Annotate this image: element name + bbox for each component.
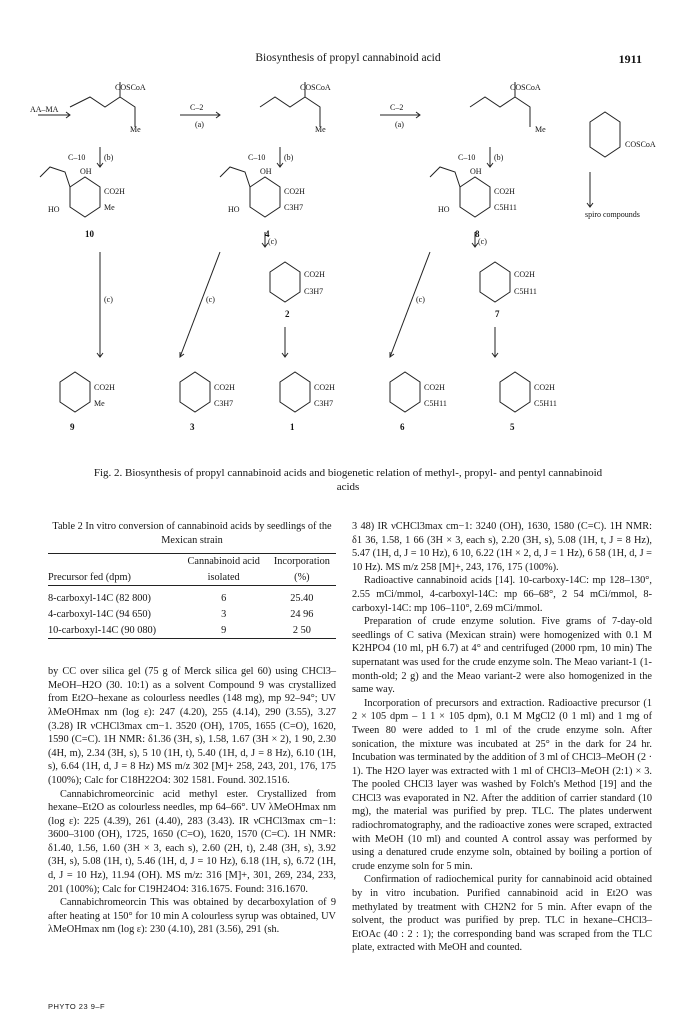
label-c-3: (c) — [478, 237, 487, 246]
label-c-4: (c) — [206, 295, 215, 304]
ring-7 — [480, 262, 510, 302]
ring-6 — [390, 372, 420, 412]
ring-8 — [460, 177, 490, 217]
label-me-3: Me — [535, 125, 546, 134]
right-paragraph: Radioactive cannabinoid acids [14]. 10-carboxy-14C: mp 128–130°, 2.55 mCi/mmol, 4-carboxyl-14C: mp 66–68°, 2 54 mCi/mmol, 8-carboxyl-14C: mp 106–110°, 2.69 mCi/mmol. — [352, 575, 652, 614]
label-ho-10: HO — [48, 205, 60, 214]
row-acid: 6 — [221, 593, 227, 605]
ring-2 — [270, 262, 300, 302]
start-label: AA–MA — [30, 105, 59, 114]
label-c3h7-3: C3H7 — [214, 399, 234, 408]
label-ho-8: HO — [438, 205, 450, 214]
col-header-percent: (%) — [294, 571, 310, 583]
row-acid: 9 — [221, 624, 227, 636]
table-row — [48, 607, 336, 623]
ring-4 — [250, 177, 280, 217]
compound-8-label: 8 — [475, 229, 480, 239]
right-paragraph: Incorporation of precursors and extraction. Radioactive precursor (1 2 × 105 dpm – 1 1 × 105 dpm), 0.1 M MgCl2 (0 1 ml) and 1 mg of Tween 80 were added to 1 ml of the crude enzyme soln. After sonication, the mixture was incubated at 25° in the dark for 24 hr. Incubation was terminated by the addition of 3 ml of CHCl3–MeOH (2 · 1). The H2O layer was extracted with 1 ml of CHCl3–MeOH (2:1) × 3. The pooled CHCl3 layer was washed by Folch's Method [19] and the CHCl3 was evaporated in N2. After the addition of carrier standard (10 mg), the material was purified by prep. TLC. The plates underwent radiochromatography, and the radioactive zones were scraped, extracted with MeOH (10 ml) and counted A control assay was performed by using a denatured crude enzyme soln, obtained by boiling a portion of crude enzyme soln for 5 min. — [352, 697, 652, 872]
label-c10-1: C–10 — [68, 153, 86, 162]
compound-10-label: 10 — [85, 229, 94, 239]
label-ho-4: HO — [228, 205, 240, 214]
label-co2h-8: CO2H — [494, 187, 515, 196]
label-me-9: Me — [94, 399, 105, 408]
label-c3h7-4: C3H7 — [284, 203, 304, 212]
geranyl-10 — [40, 167, 70, 187]
compound-5-label: 5 — [510, 422, 515, 432]
label-c2-2: C–2 — [390, 103, 404, 112]
figure-caption: Fig. 2. Biosynthesis of propyl cannabinoid acids and biogenetic relation of methyl-, propyl- and pentyl cannabinoid acids — [93, 467, 603, 493]
label-coscoa-3: COSCoA — [510, 83, 541, 92]
biosynthesis-scheme — [30, 72, 670, 462]
label-spiro: spiro compounds — [585, 210, 640, 219]
label-c10-2: C–10 — [248, 153, 266, 162]
col-header-isolated: isolated — [207, 571, 240, 583]
row-precursor: 8-carboxyl-14C (82 800) — [48, 593, 151, 605]
left-paragraph: Cannabichromeorcin This was obtained by decarboxylation of 9 after heating at 150° for 10 min A colourless syrup was obtained, UV λMeOHmax nm (log ε): 230 (4.10), 281 (3.56), 291 (sh. — [48, 897, 336, 936]
footer-code: PHYTO 23 9–F — [48, 1002, 106, 1011]
label-c10-3: C–10 — [458, 153, 476, 162]
label-coscoa-4: COSCoA — [625, 140, 656, 149]
label-b-1: (b) — [104, 153, 114, 162]
compound-6-label: 6 — [400, 422, 405, 432]
label-co2h-6: CO2H — [424, 383, 445, 392]
row-incorp: 2 50 — [292, 624, 311, 636]
label-c5h11-7: C5H11 — [514, 287, 537, 296]
ring-5 — [500, 372, 530, 412]
row-precursor: 10-carboxyl-14C (90 080) — [48, 624, 157, 636]
label-oh-10: OH — [80, 167, 92, 176]
compound-2-label: 2 — [285, 309, 290, 319]
compound-9-label: 9 — [70, 422, 75, 432]
right-paragraph: 3 48) IR νCHCl3max cm−1: 3240 (OH), 1630, 1580 (C=C). 1H NMR: δ1 36, 1.58, 1 66 (3H × 3, each s), 2.20 (3H, s), 5.08 (1H, t, J = 8 Hz), 5.47 (1H, d, J = 10 Hz), 6 10, 6.22 (1H × 2, d, J = 1 Hz), 6 58 (1H, d, J = 10 Hz). MS m/z 258 [M]+, 243, 176, 175 (100%). — [352, 521, 652, 573]
row-incorp: 25.40 — [290, 593, 314, 605]
ring-9 — [60, 372, 90, 412]
label-c3h7-1: C3H7 — [314, 399, 334, 408]
geranyl-8 — [430, 167, 460, 187]
label-b-2: (b) — [284, 153, 294, 162]
row-precursor: 4-carboxyl-14C (94 650) — [48, 608, 151, 620]
page-number: 1911 — [618, 52, 642, 66]
left-paragraph: Cannabichromeorcinic acid methyl ester. Crystallized from hexane–Et2O as colourless needles, mp 64–66°. UV λMeOHmax nm (log ε): 225 (4.39), 261 (4.40), 283 (3.43). IR νCHCl3max cm−1: 3600–3100 (OH), 1725, 1650 (C=O), 1620, 1570 (C=C). 1H NMR: δ1.40, 1.56, 1.60 (3H × 3, each s), 2.60 (2H, t), 2.48 (3H, s), 3.92 (3H, s), 5.08 (1H, t), 5.46 (1H, d, J = 10 Hz), 6.18 (1H, s), 6.72 (1H, d, J = 10 Hz), 11.94 (OH). MS m/z: 316 [M]+, 301, 269, 234, 233, 201 (100%); Calc for C19H24O4: 316.1675. Found: 316.1670. — [48, 788, 336, 895]
label-c2-1: C–2 — [190, 103, 204, 112]
compound-7-label: 7 — [495, 309, 500, 319]
label-c5h11-8: C5H11 — [494, 203, 517, 212]
running-title: Biosynthesis of propyl cannabinoid acid — [255, 52, 441, 64]
label-c5h11-5: C5H11 — [534, 399, 557, 408]
right-paragraph: Confirmation of radiochemical purity for cannabinoid acid obtained by in vitro incubation. Purified cannabinoid acid in Et2O was methylated by treatment with CH2N2 for 5 min. After evapn of the solvent, the product was purified by prep. TLC in hexane–CHCl3–EtOAc (40 : 2 : 1); the corresponding band was scraped from the TLC plate, extracted with MeOH and counted. — [352, 874, 652, 954]
table-row — [48, 623, 336, 639]
label-oh-4: OH — [260, 167, 272, 176]
label-me-2: Me — [315, 125, 326, 134]
label-co2h-10: CO2H — [104, 187, 125, 196]
row-acid: 3 — [221, 608, 227, 620]
label-co2h-4: CO2H — [284, 187, 305, 196]
col-header-acid: Cannabinoid acid — [187, 556, 260, 568]
label-me-10: Me — [104, 203, 115, 212]
running-header — [0, 52, 696, 68]
label-c-5: (c) — [416, 295, 425, 304]
label-co2h-3: CO2H — [214, 383, 235, 392]
left-paragraph: by CC over silica gel (75 g of Merck silica gel 60) using CHCl3–MeOH–H2O (30. 10:1) as a solvent Compound 9 was crystallized from Et2O–hexane as colourless needles (148 mg), mp 92–94°; UV λMeOHmax nm (log ε): 247 (4.20), 255 (4.14), 290 (3.55), 3.27 (3.28) IR νCHCl3max cm−1. 3520 (OH), 1705, 1655 (C=O), 1620, 1590 (C=C). 1H NMR: δ1.36 (3H, s), 1.58, 1.67 (3H × 2), 1 90, 2.30 (4H, m), 2.34 (3H, s), 5 10 (1H, t), 5.40 (1H, d, J = 8 Hz), 6.10 (1H, s), 6.64 (1H, d, J = 8 Hz) MS m/z 302 [M]+ 258, 243, 201, 176, 175 (100%); Calc for C18H22O4: 302 1581. Found. 302.1516. — [48, 666, 336, 786]
label-co2h-1: CO2H — [314, 383, 335, 392]
label-a-1: (a) — [195, 120, 204, 129]
label-c-1: (c) — [104, 295, 113, 304]
label-me-1: Me — [130, 125, 141, 134]
label-co2h-2: CO2H — [304, 270, 325, 279]
col-header-incorp: Incorporation — [273, 556, 330, 568]
ring-3 — [180, 372, 210, 412]
left-column — [48, 520, 336, 937]
label-coscoa-2: COSCoA — [300, 83, 331, 92]
table-title: Table 2 In vitro conversion of cannabinoid acids by seedlings of the Mexican strain — [52, 521, 332, 546]
label-c5h11-6: C5H11 — [424, 399, 447, 408]
label-co2h-9: CO2H — [94, 383, 115, 392]
ring-10 — [70, 177, 100, 217]
label-c-2: (c) — [268, 237, 277, 246]
incorporation-table — [48, 553, 336, 641]
label-b-3: (b) — [494, 153, 504, 162]
table-row — [48, 591, 336, 607]
label-co2h-7: CO2H — [514, 270, 535, 279]
row-incorp: 24 96 — [290, 608, 314, 620]
label-c3h7-2: C3H7 — [304, 287, 324, 296]
label-coscoa-1: COSCoA — [115, 83, 146, 92]
col-header-precursor: Precursor fed (dpm) — [48, 571, 131, 583]
label-co2h-5: CO2H — [534, 383, 555, 392]
right-column — [352, 520, 652, 955]
label-oh-8: OH — [470, 167, 482, 176]
label-a-2: (a) — [395, 120, 404, 129]
compound-1-label: 1 — [290, 422, 295, 432]
right-paragraph: Preparation of crude enzyme solution. Five grams of 7-day-old seedlings of C sativa (Mexican strain) were homogenized with 0.1 M K2HPO4 (10 ml, pH 6.7) at 4° and centrifuged (2000 rpm, 10 min) The supernatant was used for the crude enzyme soln. The Meao variant-1 (1-month-old; 2 g) and the Meao variant-2 were also homogenized in the same way. — [352, 616, 652, 696]
ring-1 — [280, 372, 310, 412]
compound-3-label: 3 — [190, 422, 195, 432]
geranyl-4 — [220, 167, 250, 187]
polyketide-ring — [590, 112, 620, 157]
compound-4-label: 4 — [265, 229, 270, 239]
